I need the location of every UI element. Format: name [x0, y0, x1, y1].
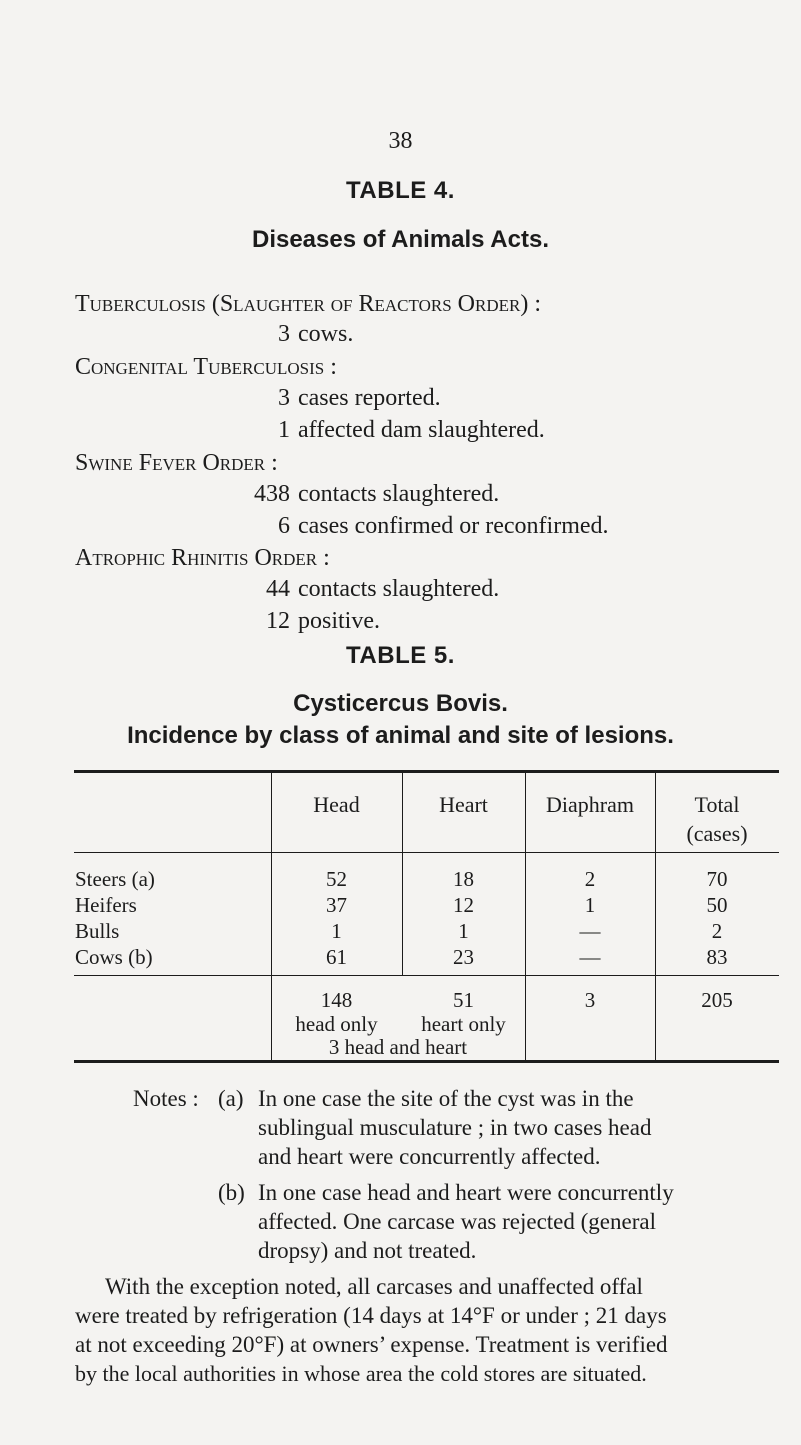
notes-label: Notes :	[133, 1086, 199, 1111]
row-number: 3	[278, 321, 290, 347]
section-heading-atrophic-rhinitis: Atrophic Rhinitis Order :	[75, 545, 330, 571]
row-number: 12	[266, 608, 290, 634]
table4-subtitle: Diseases of Animals Acts.	[251, 226, 549, 253]
total-combined-note: 3 head and heart	[328, 1035, 468, 1059]
note-b-marker: (b)	[218, 1180, 245, 1205]
cell-head: 1	[331, 919, 342, 943]
row-text: affected dam slaughtered.	[298, 417, 545, 443]
row-label: Steers (a)	[75, 867, 155, 891]
row-label: Cows (b)	[75, 945, 153, 969]
total-head-note: head only	[295, 1012, 378, 1036]
row-text: positive.	[298, 608, 380, 634]
total-heart-note: heart only	[421, 1012, 506, 1036]
cell-heart: 1	[458, 919, 469, 943]
note-b-line: In one case head and heart were concurrently	[258, 1180, 674, 1205]
row-text: cases reported.	[298, 385, 441, 411]
cell-heart: 18	[453, 867, 474, 891]
table5-title: TABLE 5.	[346, 642, 455, 669]
cell-diaphram: —	[579, 919, 601, 943]
row-text: contacts slaughtered.	[298, 481, 500, 507]
section-heading-tuberculosis: Tuberculosis (Slaughter of Reactors Order) :	[75, 291, 542, 317]
cell-head: 52	[326, 867, 347, 891]
cell-total: 83	[706, 945, 728, 969]
column-header-total-cases: (cases)	[686, 821, 748, 846]
total-diaphram: 3	[584, 988, 596, 1012]
row-number: 438	[254, 481, 290, 507]
cell-head: 61	[326, 945, 347, 969]
note-a-line: In one case the site of the cyst was in the	[258, 1086, 634, 1111]
cell-heart: 12	[453, 893, 474, 917]
section-heading-congenital-tuberculosis: Congenital Tuberculosis :	[75, 354, 337, 380]
page-number: 38	[388, 128, 413, 154]
closing-paragraph-line: at not exceeding 20°F) at owners’ expense. Treatment is verified	[75, 1332, 668, 1357]
closing-paragraph-line: by the local authorities in whose area the cold stores are situated.	[75, 1361, 647, 1386]
row-text: cases confirmed or reconfirmed.	[298, 513, 609, 539]
total-cases: 205	[701, 988, 733, 1012]
row-number: 3	[278, 385, 290, 411]
section-heading-swine-fever: Swine Fever Order :	[75, 450, 278, 476]
cell-diaphram: —	[579, 945, 601, 969]
note-a-line: and heart were concurrently affected.	[258, 1144, 601, 1169]
total-heart: 51	[453, 988, 474, 1012]
cell-diaphram: 2	[584, 867, 596, 891]
note-a-marker: (a)	[218, 1086, 244, 1111]
row-label: Bulls	[75, 919, 120, 943]
row-text: cows.	[298, 321, 354, 347]
cell-total: 70	[706, 867, 728, 891]
cell-total: 2	[711, 919, 723, 943]
row-number: 44	[266, 576, 290, 602]
body-rule	[74, 975, 779, 976]
row-label: Heifers	[75, 893, 137, 917]
table5-subtitle-incidence: Incidence by class of animal and site of lesions.	[127, 722, 674, 749]
cell-diaphram: 1	[584, 893, 596, 917]
closing-paragraph-line: were treated by refrigeration (14 days at 14°F or under ; 21 days	[75, 1303, 667, 1328]
column-header-heart: Heart	[439, 792, 488, 817]
table5-subtitle: Cysticercus Bovis.	[293, 690, 508, 717]
total-head: 148	[320, 988, 353, 1012]
row-text: contacts slaughtered.	[298, 576, 500, 602]
column-header-total: Total	[694, 792, 740, 817]
column-header-head: Head	[313, 792, 360, 817]
closing-paragraph-line: With the exception noted, all carcases and unaffected offal	[105, 1274, 643, 1299]
row-number: 6	[278, 513, 290, 539]
table-bottom-rule	[74, 1060, 779, 1063]
cell-head: 37	[326, 893, 347, 917]
column-header-diaphram: Diaphram	[546, 792, 634, 817]
cell-heart: 23	[453, 945, 474, 969]
cell-total: 50	[706, 893, 728, 917]
note-b-line: dropsy) and not treated.	[258, 1238, 477, 1263]
row-number: 1	[278, 417, 290, 443]
table-top-rule	[74, 770, 779, 773]
header-rule	[74, 852, 779, 853]
note-b-line: affected. One carcase was rejected (general	[258, 1209, 656, 1234]
note-a-line: sublingual musculature ; in two cases head	[258, 1115, 652, 1140]
table4-title: TABLE 4.	[346, 177, 455, 204]
